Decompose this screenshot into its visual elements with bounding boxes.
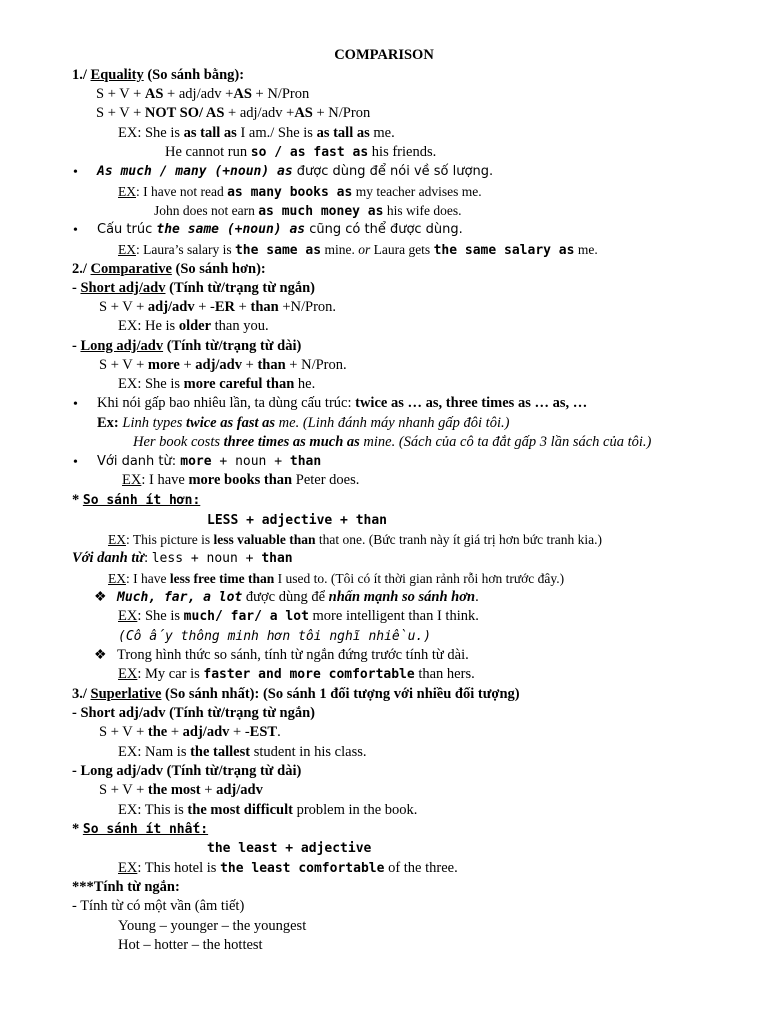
diamond-bullet: ❖ <box>94 590 107 605</box>
bullet: • <box>73 455 78 470</box>
comparative-noun-example: EX: I have more books than Peter does. <box>122 472 360 488</box>
as-much-many-note: As much / many (+noun) as được dùng để nói về số lượng. <box>97 164 494 179</box>
the-same-example: EX: Laura’s salary is the same as mine. or Laura gets the same salary as me. <box>118 242 598 258</box>
comparative-short-example: EX: He is older than you. <box>118 318 269 334</box>
multiples-example-1: Ex: Linh types twice as fast as me. (Linh đánh máy nhanh gấp đôi tôi.) <box>97 415 510 431</box>
multiples-example-2: Her book costs three times as much as mine. (Sách của cô ta đắt gấp 3 lần sách của tôi.) <box>133 434 652 450</box>
superlative-long-formula: S + V + the most + adj/adv <box>99 782 263 798</box>
equality-formula-2: S + V + NOT SO/ AS + adj/adv +AS + N/Pron <box>96 105 371 121</box>
superlative-short-heading: - Short adj/adv (Tính từ/trạng từ ngắn) <box>72 705 315 721</box>
less-noun-example: EX: I have less free time than I used to. (Tôi có ít thời gian rảnh rỗi hơn trước đây.) <box>108 571 565 586</box>
as-much-example-2: John does not earn as much money as his wife does. <box>154 203 462 219</box>
superlative-short-example: EX: Nam is the tallest student in his class. <box>118 744 367 760</box>
section-equality-heading: 1./ Equality (So sánh bằng): <box>72 67 245 83</box>
short-adjectives-example-2: Hot – hotter – the hottest <box>118 937 263 953</box>
equality-example-2: He cannot run so / as fast as his friends. <box>165 144 437 160</box>
superlative-short-formula: S + V + the + adj/adv + -EST. <box>99 724 281 740</box>
comparative-long-example: EX: She is more careful than he. <box>118 376 316 392</box>
superlative-long-example: EX: This is the most difficult problem in the book. <box>118 802 418 818</box>
much-far-translation: (Cô ấy thông minh hơn tôi nghĩ nhiều.) <box>118 629 432 644</box>
short-adjectives-rule: - Tính từ có một vần (âm tiết) <box>72 898 245 914</box>
comparative-short-heading: - Short adj/adv (Tính từ/trạng từ ngắn) <box>72 280 316 296</box>
equality-example-1: EX: She is as tall as I am./ She is as tall as me. <box>118 125 395 141</box>
short-adjectives-heading: ***Tính từ ngắn: <box>72 879 180 895</box>
less-formula: LESS + adjective + than <box>207 513 388 528</box>
diamond-bullet: ❖ <box>94 648 107 663</box>
short-adjectives-example-1: Young – younger – the youngest <box>118 918 307 934</box>
comparative-long-formula: S + V + more + adj/adv + than + N/Pron. <box>99 357 347 373</box>
much-far-note: Much, far, a lot được dùng để nhấn mạnh so sánh hơn. <box>117 589 479 605</box>
document-title: COMPARISON <box>334 47 434 63</box>
less-noun-note: Với danh từ: less + noun + than <box>72 550 293 566</box>
comparative-noun-note: Với danh từ: more + noun + than <box>97 454 322 469</box>
equality-formula-1: S + V + AS + adj/adv +AS + N/Pron <box>96 86 310 102</box>
comparative-short-formula: S + V + adj/adv + -ER + than +N/Pron. <box>99 299 337 315</box>
much-far-example: EX: She is much/ far/ a lot more intelligent than I think. <box>118 608 479 624</box>
section-comparative-heading: 2./ Comparative (So sánh hơn): <box>72 261 266 277</box>
least-formula: the least + adjective <box>207 841 372 856</box>
least-example: EX: This hotel is the least comfortable of the three. <box>118 860 458 876</box>
less-example: EX: This picture is less valuable than that one. (Bức tranh này ít giá trị hơn bức tranh kia.) <box>108 532 602 547</box>
less-heading: * So sánh ít hơn: <box>72 492 201 508</box>
adjective-order-note: Trong hình thức so sánh, tính từ ngắn đứng trước tính từ dài. <box>117 647 469 663</box>
adjective-order-example: EX: My car is faster and more comfortable than hers. <box>118 666 475 682</box>
section-superlative-heading: 3./ Superlative (So sánh nhất): (So sánh 1 đối tượng với nhiều đối tượng) <box>72 686 520 702</box>
bullet: • <box>73 223 78 238</box>
least-heading: * So sánh ít nhất: <box>72 821 209 837</box>
bullet: • <box>73 165 78 180</box>
multiples-note: Khi nói gấp bao nhiêu lần, ta dùng cấu trúc: twice as … as, three times as … as, … <box>97 395 588 411</box>
as-much-example-1: EX: I have not read as many books as my teacher advises me. <box>118 184 482 200</box>
the-same-note: Cấu trúc the same (+noun) as cũng có thể được dùng. <box>97 222 463 237</box>
superlative-long-heading: - Long adj/adv (Tính từ/trạng từ dài) <box>72 763 302 779</box>
bullet: • <box>73 397 78 412</box>
comparative-long-heading: - Long adj/adv (Tính từ/trạng từ dài) <box>72 338 302 354</box>
